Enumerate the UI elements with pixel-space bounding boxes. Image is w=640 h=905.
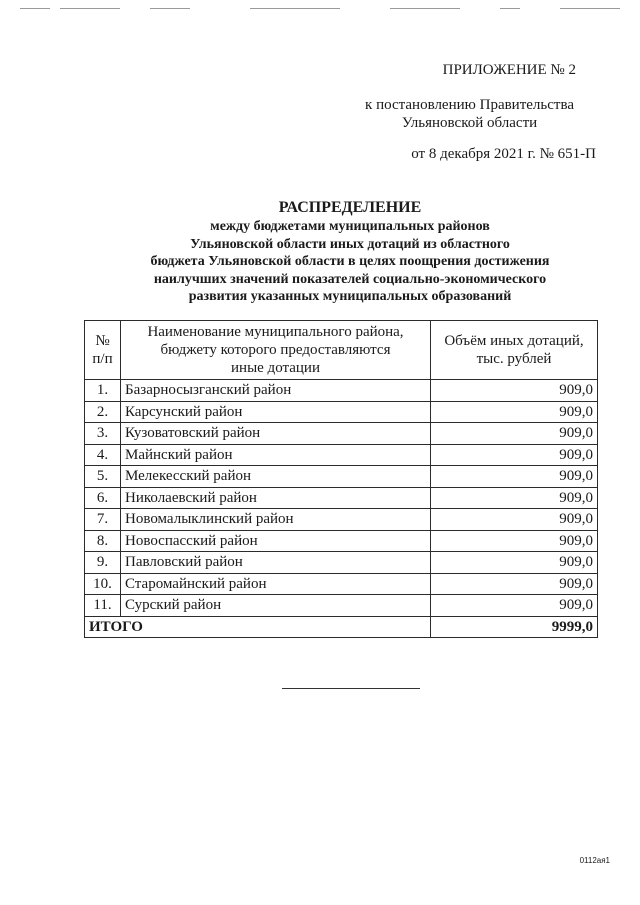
table-row [85,573,598,595]
subsidy-amount: 909,0 [431,595,598,617]
district-name: Новомалыклинский район [121,509,431,531]
row-number: 7. [85,509,121,531]
subsidy-amount: 909,0 [431,552,598,574]
decree-reference [365,96,574,132]
table-row [85,509,598,531]
decree-reference-line: к постановлению Правительства [365,97,574,113]
total-amount: 9999,0 [431,616,598,638]
district-name: Мелекесский район [121,466,431,488]
title-line: Ульяновской области иных дотаций из областного [190,236,510,252]
subsidy-amount: 909,0 [431,573,598,595]
table-row [85,466,598,488]
table-header-row [85,321,598,380]
row-number: 3. [85,423,121,445]
signature-line [282,688,420,689]
district-name: Старомайнский район [121,573,431,595]
district-name: Карсунский район [121,401,431,423]
table-row [85,380,598,402]
row-number: 2. [85,401,121,423]
district-name: Новоспасский район [121,530,431,552]
district-name: Базарносызганский район [121,380,431,402]
table-row [85,552,598,574]
table-row [85,487,598,509]
table-row [85,595,598,617]
table-row [85,530,598,552]
row-number: 10. [85,573,121,595]
decree-reference-line: Ульяновской области [401,115,538,131]
subsidy-amount: 909,0 [431,380,598,402]
total-label: ИТОГО [85,616,431,638]
scan-edge-mark [150,8,190,9]
title-line: бюджета Ульяновской области в целях поощрения достижения [150,254,550,269]
title-line: наилучших значений показателей социально-экономического [153,271,547,287]
table-row [85,423,598,445]
subsidy-amount: 909,0 [431,509,598,531]
appendix-label: ПРИЛОЖЕНИЕ № 2 [442,62,576,78]
scan-edge-mark [560,8,620,9]
scan-edge-mark [20,8,50,9]
subsidy-amount: 909,0 [431,466,598,488]
title-line: между бюджетами муниципальных районов [210,219,490,234]
district-name: Сурский район [121,595,431,617]
scan-edge-mark [390,8,460,9]
district-name: Майнский район [121,444,431,466]
row-number: 9. [85,552,121,574]
subsidy-amount: 909,0 [431,444,598,466]
subsidy-amount: 909,0 [431,401,598,423]
row-number: 11. [85,595,121,617]
scan-edge-mark [500,8,520,9]
table-row [85,401,598,423]
col-header-amount: Объём иных дотаций, тыс. рублей [431,321,598,380]
col-header-district: Наименование муниципального района, бюджету которого предоставляются иные дотации [121,321,431,380]
subsidy-amount: 909,0 [431,530,598,552]
title-main: РАСПРЕДЕЛЕНИЕ [278,199,422,216]
subsidy-amount: 909,0 [431,423,598,445]
district-name: Павловский район [121,552,431,574]
row-number: 1. [85,380,121,402]
scan-edge-mark [250,8,340,9]
district-name: Николаевский район [121,487,431,509]
total-row [85,616,598,638]
scan-edge-mark [60,8,120,9]
row-number: 5. [85,466,121,488]
subsidy-amount: 909,0 [431,487,598,509]
district-name: Кузоватовский район [121,423,431,445]
table-row [85,444,598,466]
row-number: 4. [85,444,121,466]
decree-date: от 8 декабря 2021 г. № 651-П [411,146,596,162]
distribution-table [84,320,598,638]
row-number: 6. [85,487,121,509]
document-code: 0112ая1 [579,856,610,865]
title-line: развития указанных муниципальных образований [188,289,512,304]
row-number: 8. [85,530,121,552]
document-title [80,198,620,306]
col-header-number: № п/п [85,321,121,380]
